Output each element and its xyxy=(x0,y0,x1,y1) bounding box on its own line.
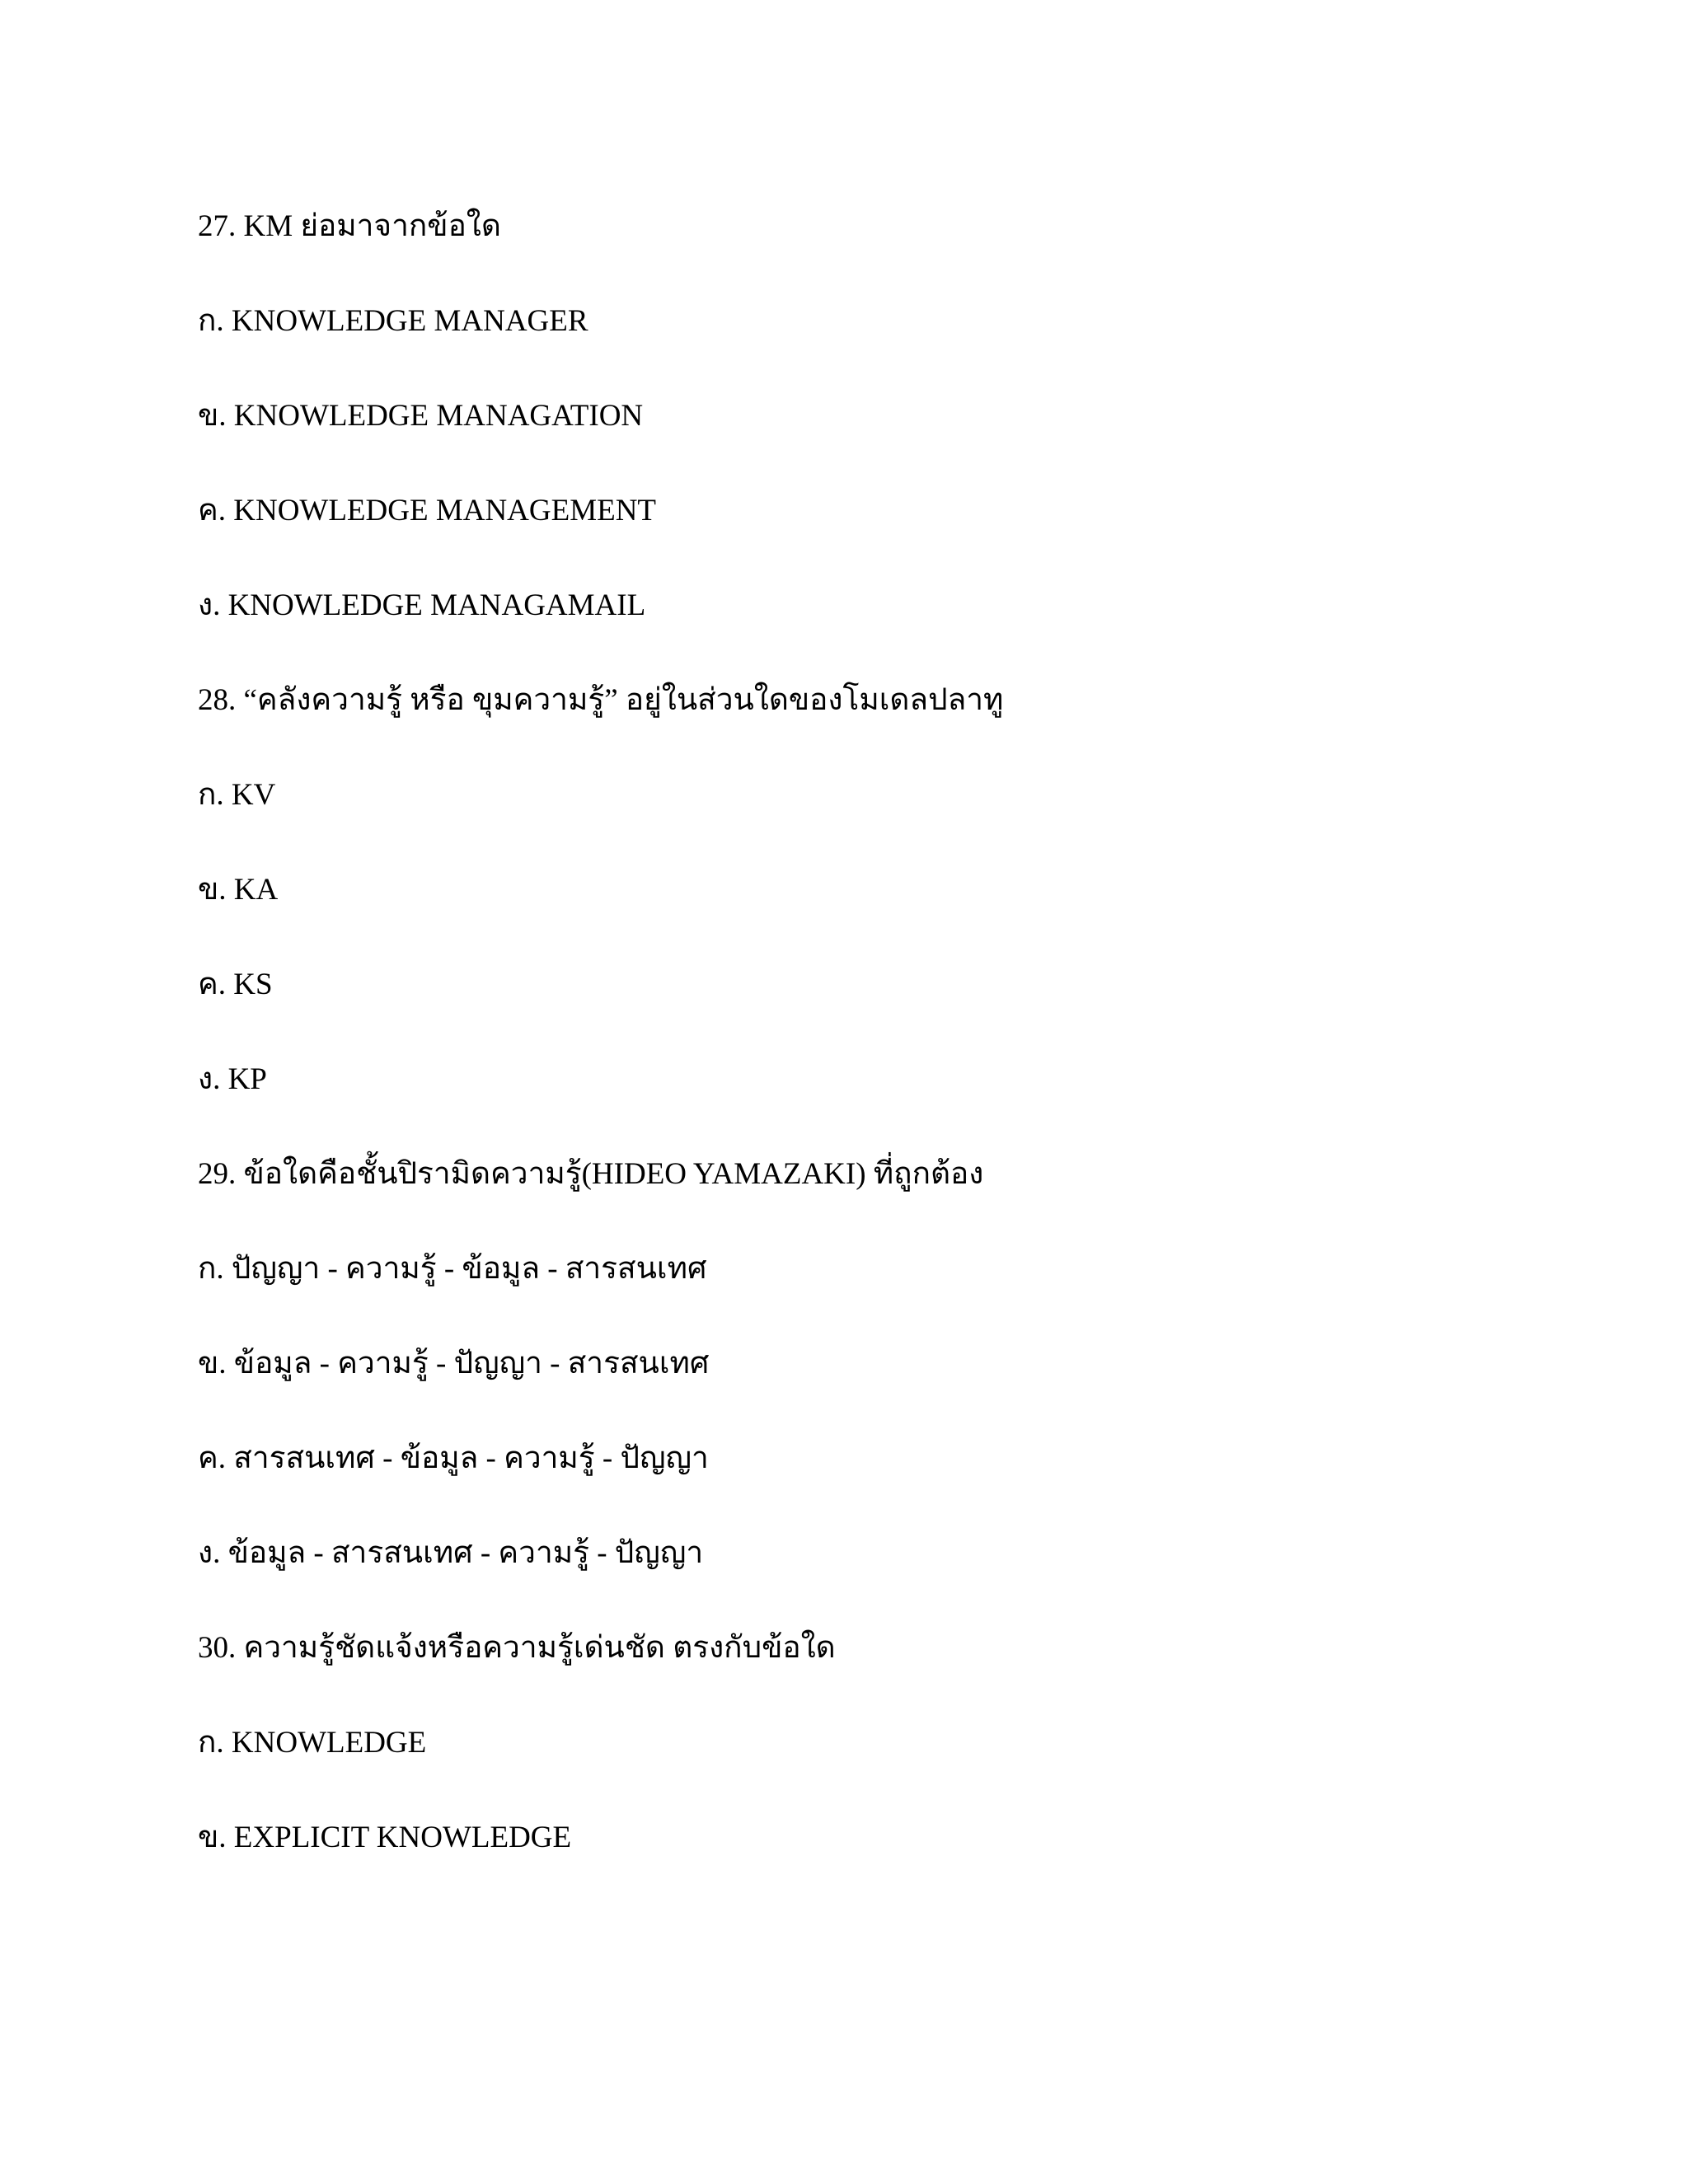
question-27: 27. KM ย่อมาจากข้อใด xyxy=(198,209,501,243)
question-27-choice-c: ค. KNOWLEDGE MANAGEMENT xyxy=(198,494,657,527)
question-29-choice-c: ค. สารสนเทศ - ข้อมูล - ความรู้ - ปัญญา xyxy=(198,1441,709,1475)
question-27-choice-d: ง. KNOWLEDGE MANAGAMAIL xyxy=(198,588,646,622)
question-28-choice-d: ง. KP xyxy=(198,1062,267,1096)
question-29-choice-a: ก. ปัญญา - ความรู้ - ข้อมูล - สารสนเทศ xyxy=(198,1252,707,1286)
question-29-choice-b: ข. ข้อมูล - ความรู้ - ปัญญา - สารสนเทศ xyxy=(198,1347,710,1380)
question-30: 30. ความรู้ชัดแจ้งหรือความรู้เด่นชัด ตรงกับข้อใด xyxy=(198,1631,836,1665)
question-27-choice-a: ก. KNOWLEDGE MANAGER xyxy=(198,304,588,338)
question-30-choice-b: ข. EXPLICIT KNOWLEDGE xyxy=(198,1821,572,1854)
question-29-choice-d: ง. ข้อมูล - สารสนเทศ - ความรู้ - ปัญญา xyxy=(198,1536,704,1570)
question-28-choice-b: ข. KA xyxy=(198,873,279,907)
question-28-choice-c: ค. KS xyxy=(198,968,273,1001)
question-28: 28. “คลังความรู้ หรือ ขุมความรู้” อยู่ในส่วนใดของโมเดลปลาทู xyxy=(198,683,1004,717)
question-29: 29. ข้อใดคือชั้นปิรามิดความรู้(HIDEO YAMAZAKI) ที่ถูกต้อง xyxy=(198,1157,984,1191)
question-27-choice-b: ข. KNOWLEDGE MANAGATION xyxy=(198,399,644,433)
question-28-choice-a: ก. KV xyxy=(198,778,276,812)
question-30-choice-a: ก. KNOWLEDGE xyxy=(198,1726,427,1760)
